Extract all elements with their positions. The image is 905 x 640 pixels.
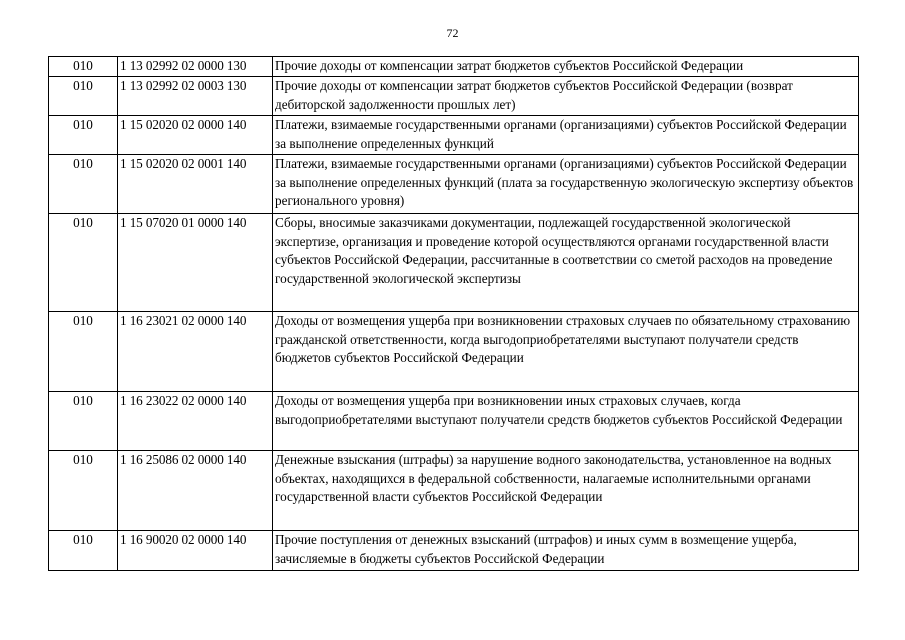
income-name-cell: Прочие доходы от компенсации затрат бюджетов субъектов Российской Федерации (возврат дебиторской задолженности прошлых лет) [273,77,859,116]
income-name-cell: Денежные взыскания (штрафы) за нарушение водного законодательства, установленное на водных объектах, находящихся в федеральной собственности, налагаемые исполнительными органами государственной власти субъектов Российской Федерации [273,451,859,531]
table-row [49,77,859,116]
table-row [49,214,859,312]
admin-code-cell: 010 [49,77,118,116]
table-row [49,531,859,571]
table-row [49,312,859,392]
table-row [49,116,859,155]
budget-code-cell: 1 15 07020 01 0000 140 [118,214,273,312]
budget-code-cell: 1 13 02992 02 0000 130 [118,57,273,77]
admin-code-cell: 010 [49,116,118,155]
income-name-cell: Платежи, взимаемые государственными органами (организациями) субъектов Российской Федерации за выполнение определенных функций [273,116,859,155]
admin-code-cell: 010 [49,312,118,392]
income-name-cell: Прочие доходы от компенсации затрат бюджетов субъектов Российской Федерации [273,57,859,77]
budget-code-cell: 1 13 02992 02 0003 130 [118,77,273,116]
table-row [49,392,859,451]
admin-code-cell: 010 [49,57,118,77]
table-row [49,155,859,214]
budget-code-cell: 1 15 02020 02 0001 140 [118,155,273,214]
admin-code-cell: 010 [49,155,118,214]
admin-code-cell: 010 [49,531,118,571]
income-name-cell: Доходы от возмещения ущерба при возникновении страховых случаев по обязательному страхованию гражданской ответственности, когда выгодоприобретателями выступают получатели средств бюджетов субъектов Российской Федерации [273,312,859,392]
income-name-cell: Платежи, взимаемые государственными органами (организациями) субъектов Российской Федерации за выполнение определенных функций (плата за государственную экологическую экспертизу объектов регионального уровня) [273,155,859,214]
admin-code-cell: 010 [49,451,118,531]
table-row [49,451,859,531]
table-row [49,57,859,77]
admin-code-cell: 010 [49,392,118,451]
budget-code-cell: 1 16 25086 02 0000 140 [118,451,273,531]
budget-code-cell: 1 16 23022 02 0000 140 [118,392,273,451]
income-name-cell: Доходы от возмещения ущерба при возникновении иных страховых случаев, когда выгодоприобретателями выступают получатели средств бюджетов субъектов Российской Федерации [273,392,859,451]
income-name-cell: Прочие поступления от денежных взысканий (штрафов) и иных сумм в возмещение ущерба, зачисляемые в бюджеты субъектов Российской Федерации [273,531,859,571]
budget-code-cell: 1 16 90020 02 0000 140 [118,531,273,571]
budget-code-cell: 1 15 02020 02 0000 140 [118,116,273,155]
admin-code-cell: 010 [49,214,118,312]
income-name-cell: Сборы, вносимые заказчиками документации, подлежащей государственной экологической экспертизе, организация и проведение которой осуществляются органами государственной власти субъектов Российской Федерации, рассчитанные в соответствии со сметой расходов на проведение государственной экологической экспертизы [273,214,859,312]
page-number: 72 [446,26,459,40]
budget-codes-table [48,56,859,571]
budget-code-cell: 1 16 23021 02 0000 140 [118,312,273,392]
